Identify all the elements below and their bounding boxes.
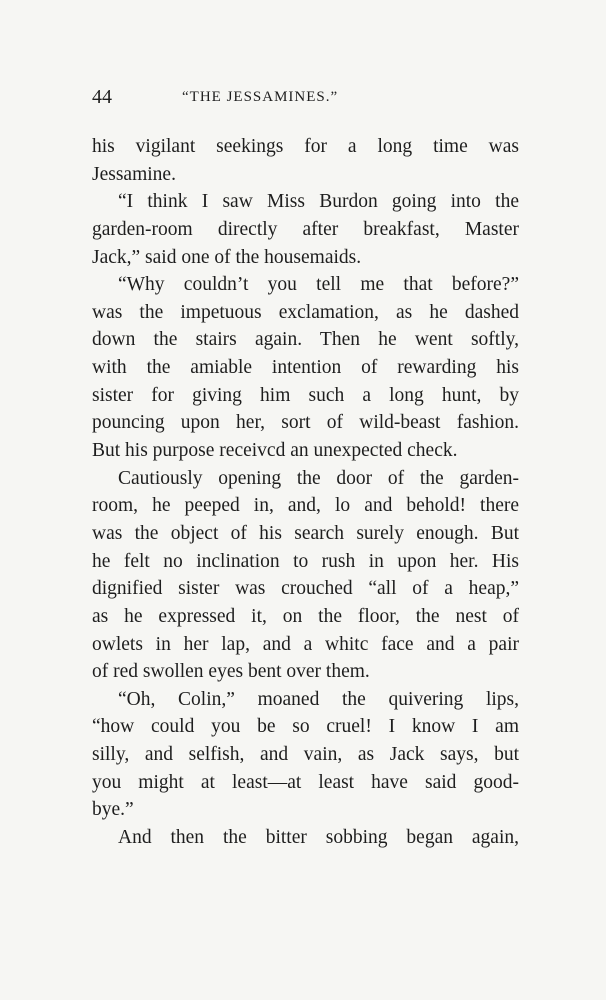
text-line: Jack,” said one of the housemaids.	[92, 246, 362, 268]
text-line: he felt no inclination to rush in upon her. His	[92, 550, 519, 572]
text-line: “Why couldn’t you tell me that before?”	[118, 274, 519, 296]
text-line: his vigilant seekings for a long time was	[92, 136, 519, 157]
text-line: bye.”	[92, 799, 134, 821]
text-line: “how could you be so cruel! I know I am	[92, 716, 519, 738]
page-number: 44	[92, 86, 112, 108]
text-line: was the object of his search surely enough. But	[92, 522, 519, 544]
text-line: But his purpose receivcd an unexpected check.	[92, 440, 458, 462]
text-line: garden-room directly after breakfast, Master	[92, 218, 519, 240]
text-line: sister for giving him such a long hunt, by	[92, 384, 519, 406]
text-line: you might at least—at least have said good-	[92, 771, 519, 793]
text-line: room, he peeped in, and, lo and behold! there	[92, 495, 519, 517]
text-line: Jessamine.	[92, 163, 176, 185]
text-line: “I think I saw Miss Burdon going into the	[118, 191, 519, 213]
text-line: pouncing upon her, sort of wild-beast fashion.	[92, 412, 519, 434]
text-line: owlets in her lap, and a whitc face and a pair	[92, 633, 519, 655]
text-line: silly, and selfish, and vain, as Jack says, but	[92, 744, 519, 766]
text-line: was the impetuous exclamation, as he dashed	[92, 301, 519, 323]
running-title: “THE JESSAMINES.”	[182, 89, 339, 105]
page-header	[92, 86, 519, 114]
text-line: of red swollen eyes bent over them.	[92, 661, 370, 683]
text-line: Cautiously opening the door of the garden-	[118, 467, 519, 489]
text-line: with the amiable intention of rewarding his	[92, 357, 519, 379]
text-line: down the stairs again. Then he went softly,	[92, 329, 519, 351]
text-line: as he expressed it, on the floor, the nest of	[92, 605, 519, 627]
text-line: dignified sister was crouched “all of a heap,”	[92, 578, 519, 600]
text-line: “Oh, Colin,” moaned the quivering lips,	[118, 688, 519, 710]
page-body-text	[92, 133, 519, 852]
text-line: And then the bitter sobbing began again,	[118, 827, 519, 849]
